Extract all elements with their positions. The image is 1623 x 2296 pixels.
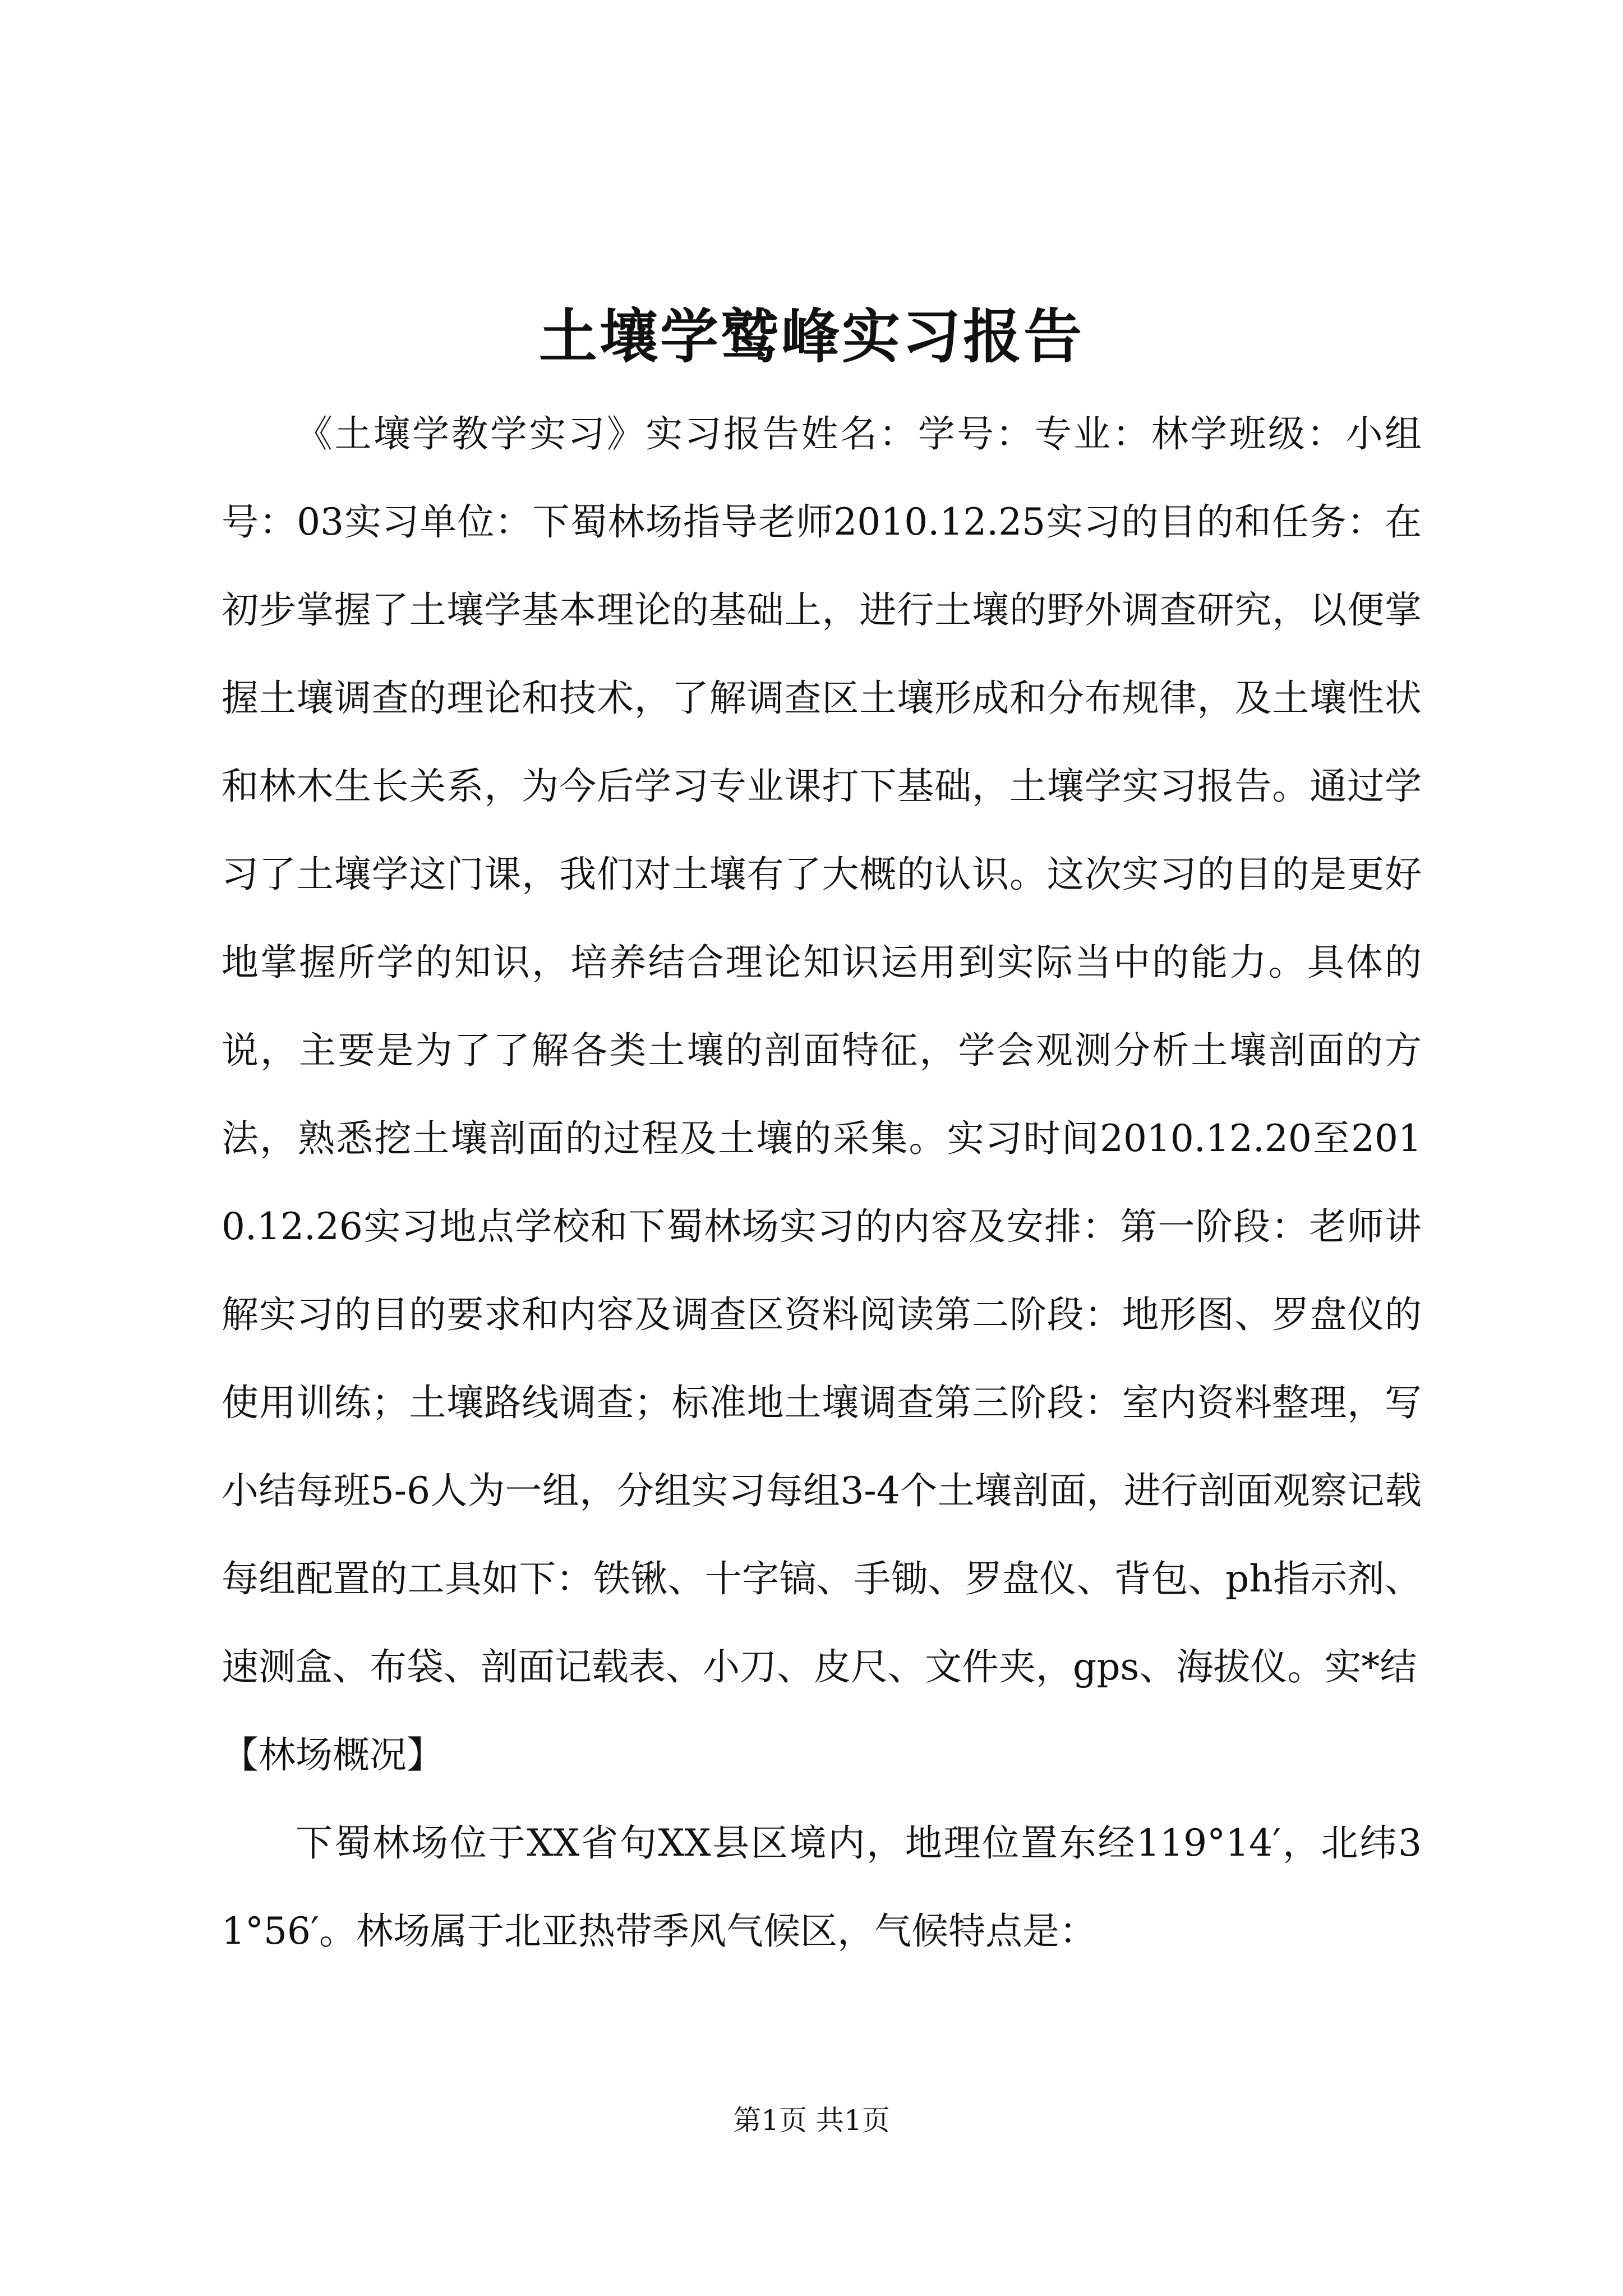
section-paragraph: 下蜀林场位于XX省句XX县区境内，地理位置东经119°14′，北纬31°56′。林场属于北亚热带季风气候区，气候特点是： <box>222 1821 1422 1953</box>
section-heading: 【林场概况】 <box>222 1733 444 1777</box>
document-title: 土壤学鹫峰实习报告 <box>538 302 1084 371</box>
page-footer: 第1页 共1页 <box>733 2104 890 2137</box>
document-body <box>222 390 1422 1975</box>
body-paragraph: 《土壤学教学实习》实习报告姓名：学号：专业：林学班级：小组号：03实习单位：下蜀林场指导老师2010.12.25实习的目的和任务：在初步掌握了土壤学基本理论的基础上，进行土壤的野外调查研究，以便掌握土壤调查的理论和技术，了解调查区土壤形成和分布规律，及土壤性状和林木生长关系，为今后学习专业课打下基础，土壤学实习报告。通过学习了土壤学这门课，我们对土壤有了大概的认识。这次实习的目的是更好地掌握所学的知识，培养结合理论知识运用到实际当中的能力。具体的说，主要是为了了解各类土壤的剖面特征，学会观测分析土壤剖面的方法，熟悉挖土壤剖面的过程及土壤的采集。实习时间2010.12.20至2010.12.26实习地点学校和下蜀林场实习的内容及安排：第一阶段：老师讲解实习的目的要求和内容及调查区资料阅读第二阶段：地形图、罗盘仪的使用训练；土壤路线调查；标准地土壤调查第三阶段：室内资料整理，写小结每班5-6人为一组，分组实习每组3-4个土壤剖面，进行剖面观察记载每组配置的工具如下：铁锹、十字镐、手锄、罗盘仪、背包、ph指示剂、速测盒、布袋、剖面记载表、小刀、皮尺、文件夹，gps、海拔仪。实*结 <box>222 412 1422 1688</box>
